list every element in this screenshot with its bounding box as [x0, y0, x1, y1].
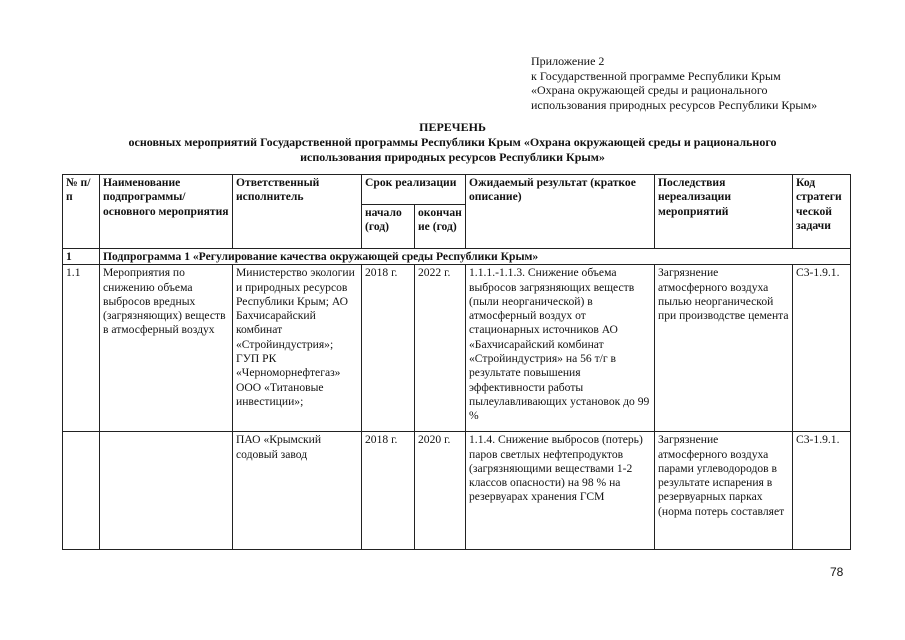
- row-result: 1.1.4. Снижение выбросов (потерь) паров светлых нефтепродуктов (загрязняющими веществами 1-2 классов опасности) на 98 % на резервуарах хранения ГСМ: [466, 432, 655, 550]
- document-subtitle-line-2: использования природных ресурсов Республики Крым»: [300, 149, 605, 164]
- header-term: Срок реализации: [362, 175, 466, 205]
- header-code: Код стратегической задачи: [793, 175, 851, 249]
- row-consequences: Загрязнение атмосферного воздуха парами углеводородов в результате испарения в резервуарных парках (норма потерь составляет: [655, 432, 793, 550]
- row-code: С3-1.9.1.: [793, 432, 851, 550]
- header-num: № п/п: [63, 175, 100, 249]
- row-num: 1.1: [63, 265, 100, 432]
- annex-block: [531, 54, 817, 112]
- header-executor: Ответственный исполнитель: [233, 175, 362, 249]
- subprogram-title: Подпрограмма 1 «Регулирование качества окружающей среды Республики Крым»: [100, 249, 851, 265]
- row-executor: Министерство экологии и природных ресурсов Республики Крым; АО Бахчисарайский комбинат «Стройиндустрия»; ГУП РК «Черноморнефтегаз» ООО «Титановые инвестиции»;: [233, 265, 362, 432]
- header-start: начало (год): [362, 205, 415, 249]
- table-row: [63, 432, 851, 550]
- row-start: 2018 г.: [362, 432, 415, 550]
- row-name: Мероприятия по снижению объема выбросов вредных (загрязняющих) веществ в атмосферный воздух: [100, 265, 233, 432]
- row-executor: ПАО «Крымский содовый завод: [233, 432, 362, 550]
- annex-line: «Охрана окружающей среды и рационального: [531, 83, 768, 97]
- document-title: ПЕРЕЧЕНЬ: [419, 120, 486, 134]
- row-result: 1.1.1.-1.1.3. Снижение объема выбросов загрязняющих веществ (пыли неорганической) в атмосферный воздух от стационарных источников АО «Бахчисарайский комбинат «Стройиндустрия» на 56 т/г в результате повышения эффективности работы пылеулавливающих установок до 99 %: [466, 265, 655, 432]
- header-result: Ожидаемый результат (краткое описание): [466, 175, 655, 249]
- row-consequences: Загрязнение атмосферного воздуха пылью неорганической при производстве цемента: [655, 265, 793, 432]
- row-name: [100, 432, 233, 550]
- document-subtitle-line-1: основных мероприятий Государственной программы Республики Крым «Охрана окружающей среды и рационального: [128, 135, 777, 149]
- row-code: С3-1.9.1.: [793, 265, 851, 432]
- header-name: Наименование подпрограммы/ основного мероприятия: [100, 175, 233, 249]
- table-row: [63, 265, 851, 432]
- row-start: 2018 г.: [362, 265, 415, 432]
- activities-table: [62, 174, 851, 550]
- header-end: окончание (год): [415, 205, 466, 249]
- page-number: 78: [830, 565, 844, 579]
- subprogram-row: [63, 249, 851, 265]
- annex-line: Приложение 2: [531, 54, 605, 68]
- row-end: 2022 г.: [415, 265, 466, 432]
- table-header-row: [63, 175, 851, 205]
- subprogram-num: 1: [63, 249, 100, 265]
- row-num: [63, 432, 100, 550]
- header-consequences: Последствия нереализации мероприятий: [655, 175, 793, 249]
- annex-line: к Государственной программе Республики Крым: [531, 68, 781, 83]
- row-end: 2020 г.: [415, 432, 466, 550]
- annex-line: использования природных ресурсов Республики Крым»: [531, 97, 818, 112]
